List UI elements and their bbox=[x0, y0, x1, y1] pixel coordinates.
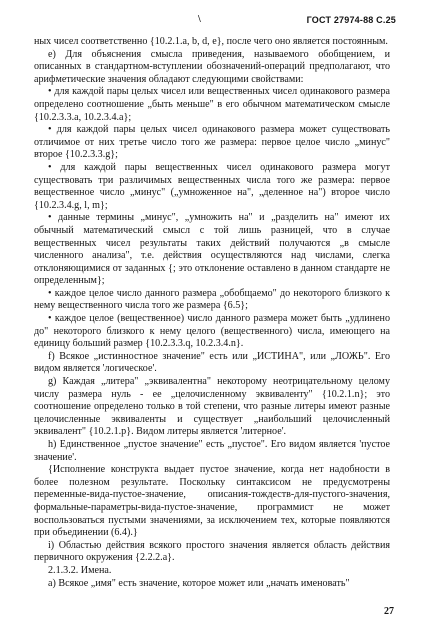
document-body bbox=[34, 36, 390, 590]
paragraph: e) Для объяснения смысла приведения, называемого обобщением, и описанных в стандартном-вступлении обозначений-операций предполагают, что арифметические значения обладают следующими свойствами: bbox=[34, 48, 390, 85]
page-number: 27 bbox=[384, 606, 394, 617]
paragraph: g) Каждая „литера" „эквивалентна" некоторому неотрицательному целому числу размера нуль - ее „целочисленному эквиваленту" {10.2.1.n}; это соотношение определено только в той степени, что разные литеры имеют разные целочисленные эквиваленты и существует „наибольший целочисленный эквивалент" {10.2.1.p}. Видом литеры является 'литерное'. bbox=[34, 376, 390, 438]
list-item: • для каждой пары целых чисел одинакового размера может существовать отличимое от них третье число того же размера: первое целое число „минус" второе {10.2.3.3.g}; bbox=[34, 124, 390, 161]
list-item: • для каждой пары вещественных чисел одинакового размера могут существовать три различимых вещественных числа того же размера: первое вещественное число „минус" („умноженное на", „деленное на") второе число {10.2.3.4.g, l, m}; bbox=[34, 161, 390, 211]
section-heading: 2.1.3.2. Имена. bbox=[48, 564, 112, 576]
list-item: • для каждой пары целых чисел или вещественных чисел одинакового размера определено соотношение „быть меньше" в его обычном математическом смысле {10.2.3.3.a, 10.2.3.4.a}; bbox=[34, 86, 390, 123]
paragraph: f) Всякое „истинностное значение" есть или „ИСТИНА", или „ЛОЖЬ". Его видом является 'логическое'. bbox=[34, 350, 390, 375]
paragraph: ных чисел соответственно {10.2.1.a, b, d, e}, после чего оно является постоянным. bbox=[34, 36, 388, 47]
paragraph: a) Всякое „имя" есть значение, которое может или „начать именовать" bbox=[48, 577, 350, 589]
paragraph: h) Единственное „пустое значение" есть „пустое". Его видом является 'пустое значение'. bbox=[34, 439, 390, 463]
list-item: • каждое целое (вещественное) число данного размера может быть „удлинено до" некоторого близкого к нему целого (вещественного) числа, имеющего на единицу больший размер {10.2.3.3.q, 10.2.3.4.n}. bbox=[34, 313, 390, 350]
list-item: • данные термины „минус", „умножить на" и „разделить на" имеют их обычный математический смысл с той лишь разницей, что в случае вещественных чисел результаты таких действий получаются „в смысле численного анализа", т.е. действия осуществляются над числами, слегка отклоняющимися от заданных {; это отклонение оставлено в данном стандарте не определенным}; bbox=[34, 212, 390, 287]
list-item: • каждое целое число данного размера „обобщаемо" до некоторого близкого к нему вещественного числа того же размера {6.5}; bbox=[34, 287, 390, 312]
paragraph: {Исполнение конструкта выдает пустое значение, когда нет надобности в более полезном результате. Поскольку синтаксисом не предусмотрены переменные-вида-пустое-значение, описания-тождеств-для-пустого-значения, формальные-параметры-вида-пустое-значение, программист не может воспользоваться пустыми значениями, за исключением тех, которые появляются при объединении (6.4).} bbox=[34, 464, 390, 539]
page-header-standard: ГОСТ 27974-88 С.25 bbox=[306, 15, 396, 25]
paragraph: i) Областью действия всякого простого значения является область действия первичного окружения {2.2.2.a}. bbox=[34, 539, 390, 564]
margin-mark: \ bbox=[198, 14, 201, 25]
